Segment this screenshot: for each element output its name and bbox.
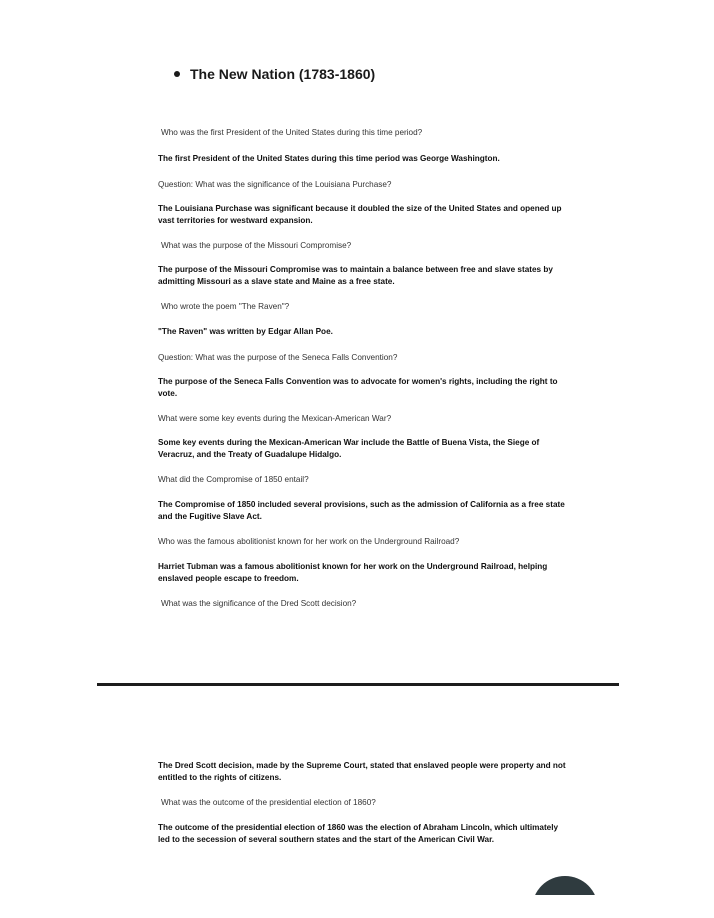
question-5: Question: What was the purpose of the Seneca Falls Convention? bbox=[158, 353, 398, 362]
page-bottom-edge bbox=[0, 895, 714, 918]
question-9: What was the significance of the Dred Scott decision? bbox=[161, 599, 357, 608]
question-10: What was the outcome of the presidential election of 1860? bbox=[161, 798, 376, 807]
answer-7: The Compromise of 1850 included several provisions, such as the admission of California as a free state and the Fugitive Slave Act. bbox=[158, 500, 565, 521]
answer-5: The purpose of the Seneca Falls Convention was to advocate for women's rights, including the right to vote. bbox=[158, 377, 558, 398]
answer-4: "The Raven" was written by Edgar Allan Poe. bbox=[158, 327, 333, 336]
question-1: Who was the first President of the United States during this time period? bbox=[161, 128, 423, 137]
answer-8: Harriet Tubman was a famous abolitionist known for her work on the Underground Railroad, helping enslaved people escape to freedom. bbox=[158, 562, 548, 583]
answer-10: The outcome of the presidential election of 1860 was the election of Abraham Lincoln, which ultimately led to the secession of several southern states and the start of the American Civil War. bbox=[158, 823, 559, 844]
answer-2: The Louisiana Purchase was significant because it doubled the size of the United States and opened up vast territories for westward expansion. bbox=[158, 204, 562, 225]
question-2: Question: What was the significance of the Louisiana Purchase? bbox=[158, 180, 392, 189]
section-title: The New Nation (1783-1860) bbox=[190, 66, 376, 82]
answer-1: The first President of the United States during this time period was George Washington. bbox=[158, 154, 500, 163]
question-4: Who wrote the poem "The Raven"? bbox=[161, 302, 290, 311]
question-8: Who was the famous abolitionist known for her work on the Underground Railroad? bbox=[158, 537, 460, 546]
bullet-icon bbox=[174, 71, 180, 77]
answer-3: The purpose of the Missouri Compromise was to maintain a balance between free and slave states by admitting Missouri as a slave state and Maine as a free state. bbox=[158, 265, 553, 286]
section-heading bbox=[174, 66, 375, 82]
page-divider bbox=[97, 683, 619, 686]
answer-9: The Dred Scott decision, made by the Supreme Court, stated that enslaved people were property and not entitled to the rights of citizens. bbox=[158, 761, 566, 782]
answer-6: Some key events during the Mexican-American War include the Battle of Buena Vista, the Siege of Veracruz, and the Treaty of Guadalupe Hidalgo. bbox=[158, 438, 540, 459]
question-7: What did the Compromise of 1850 entail? bbox=[158, 475, 309, 484]
question-6: What were some key events during the Mexican-American War? bbox=[158, 414, 392, 423]
question-3: What was the purpose of the Missouri Compromise? bbox=[161, 241, 352, 250]
